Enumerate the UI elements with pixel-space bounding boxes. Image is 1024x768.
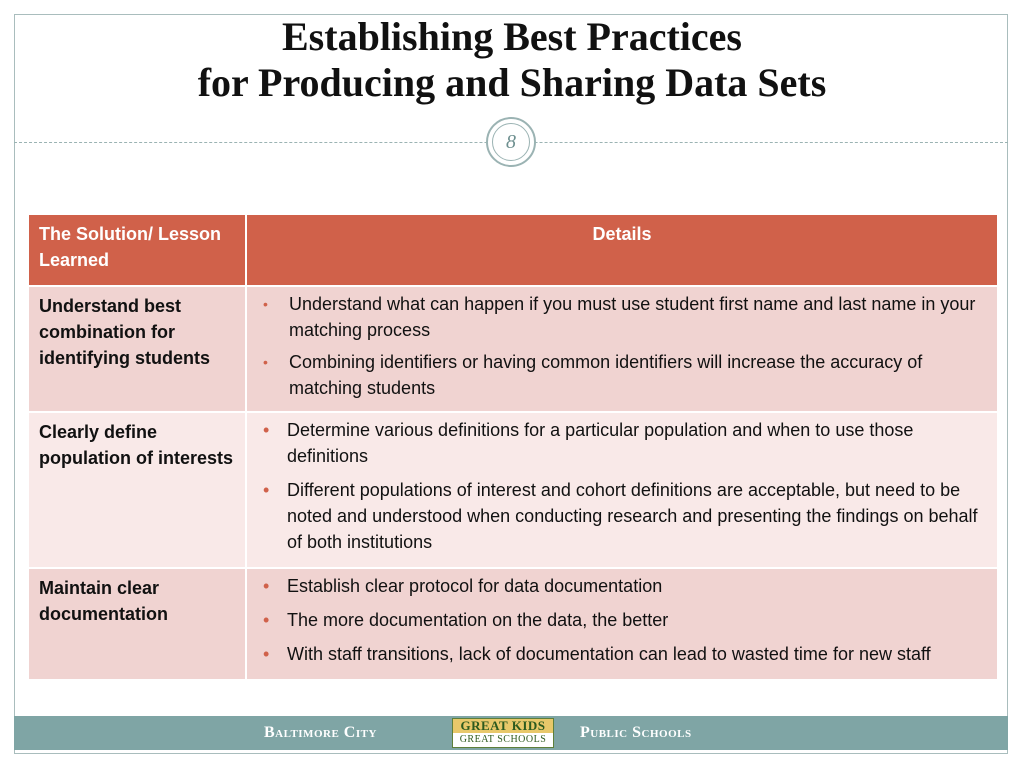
list-item-text: Different populations of interest and cohort definitions are acceptable, but need to be noted and understood when conducting research and presenting the findings on behalf of both institutions (287, 480, 978, 552)
header-solution: The Solution/ Lesson Learned (28, 214, 246, 286)
table-header-row (28, 214, 998, 286)
title-line-1: Establishing Best Practices (282, 14, 742, 59)
table-row (28, 286, 998, 412)
bullet-dot-icon: • (263, 296, 268, 312)
list-item-text: The more documentation on the data, the better (287, 610, 669, 630)
row-label: Understand best combination for identifying students (28, 286, 246, 412)
list-item (257, 417, 987, 469)
bullet-dot-icon: • (263, 354, 268, 370)
list-item (257, 607, 987, 633)
list-item (257, 641, 987, 667)
list-item-text: Establish clear protocol for data documentation (287, 576, 663, 596)
logo-bottom-text: GREAT SCHOOLS (459, 734, 547, 745)
bullet-dot-icon: • (263, 610, 270, 630)
list-item (257, 573, 987, 599)
list-item (257, 349, 987, 401)
footer-org-left: Baltimore City (264, 724, 377, 741)
header-details: Details (246, 214, 998, 286)
list-item (257, 291, 987, 343)
slide-title (0, 14, 1024, 106)
title-line-2: for Producing and Sharing Data Sets (197, 60, 827, 105)
bullet-dot-icon: • (263, 644, 270, 664)
logo-top-text: GREAT KIDS (453, 719, 553, 733)
list-item-text: Determine various definitions for a particular population and when to use those definitions (287, 420, 914, 466)
list-item-text: With staff transitions, lack of documentation can lead to wasted time for new staff (287, 644, 931, 664)
table-row (28, 412, 998, 568)
row-details (246, 286, 998, 412)
row-details (246, 412, 998, 568)
page-number: 8 (492, 123, 530, 161)
row-details (246, 568, 998, 680)
list-item (257, 477, 987, 555)
table-row (28, 568, 998, 680)
bullet-list (257, 417, 987, 555)
bullet-list (257, 573, 987, 667)
page-number-badge (486, 117, 536, 167)
footer-org-right: Public Schools (580, 724, 692, 741)
great-kids-logo (452, 718, 554, 748)
list-item-text: Understand what can happen if you must use student first name and last name in your matching process (289, 294, 976, 340)
row-label: Clearly define population of interests (28, 412, 246, 568)
footer-bar (14, 716, 1008, 750)
bullet-dot-icon: • (263, 420, 270, 440)
bullet-dot-icon: • (263, 480, 270, 500)
bullet-list (257, 291, 987, 401)
bullet-dot-icon: • (263, 576, 270, 596)
list-item-text: Combining identifiers or having common identifiers will increase the accuracy of matching students (289, 352, 923, 398)
practices-table (27, 213, 999, 681)
row-label: Maintain clear documentation (28, 568, 246, 680)
